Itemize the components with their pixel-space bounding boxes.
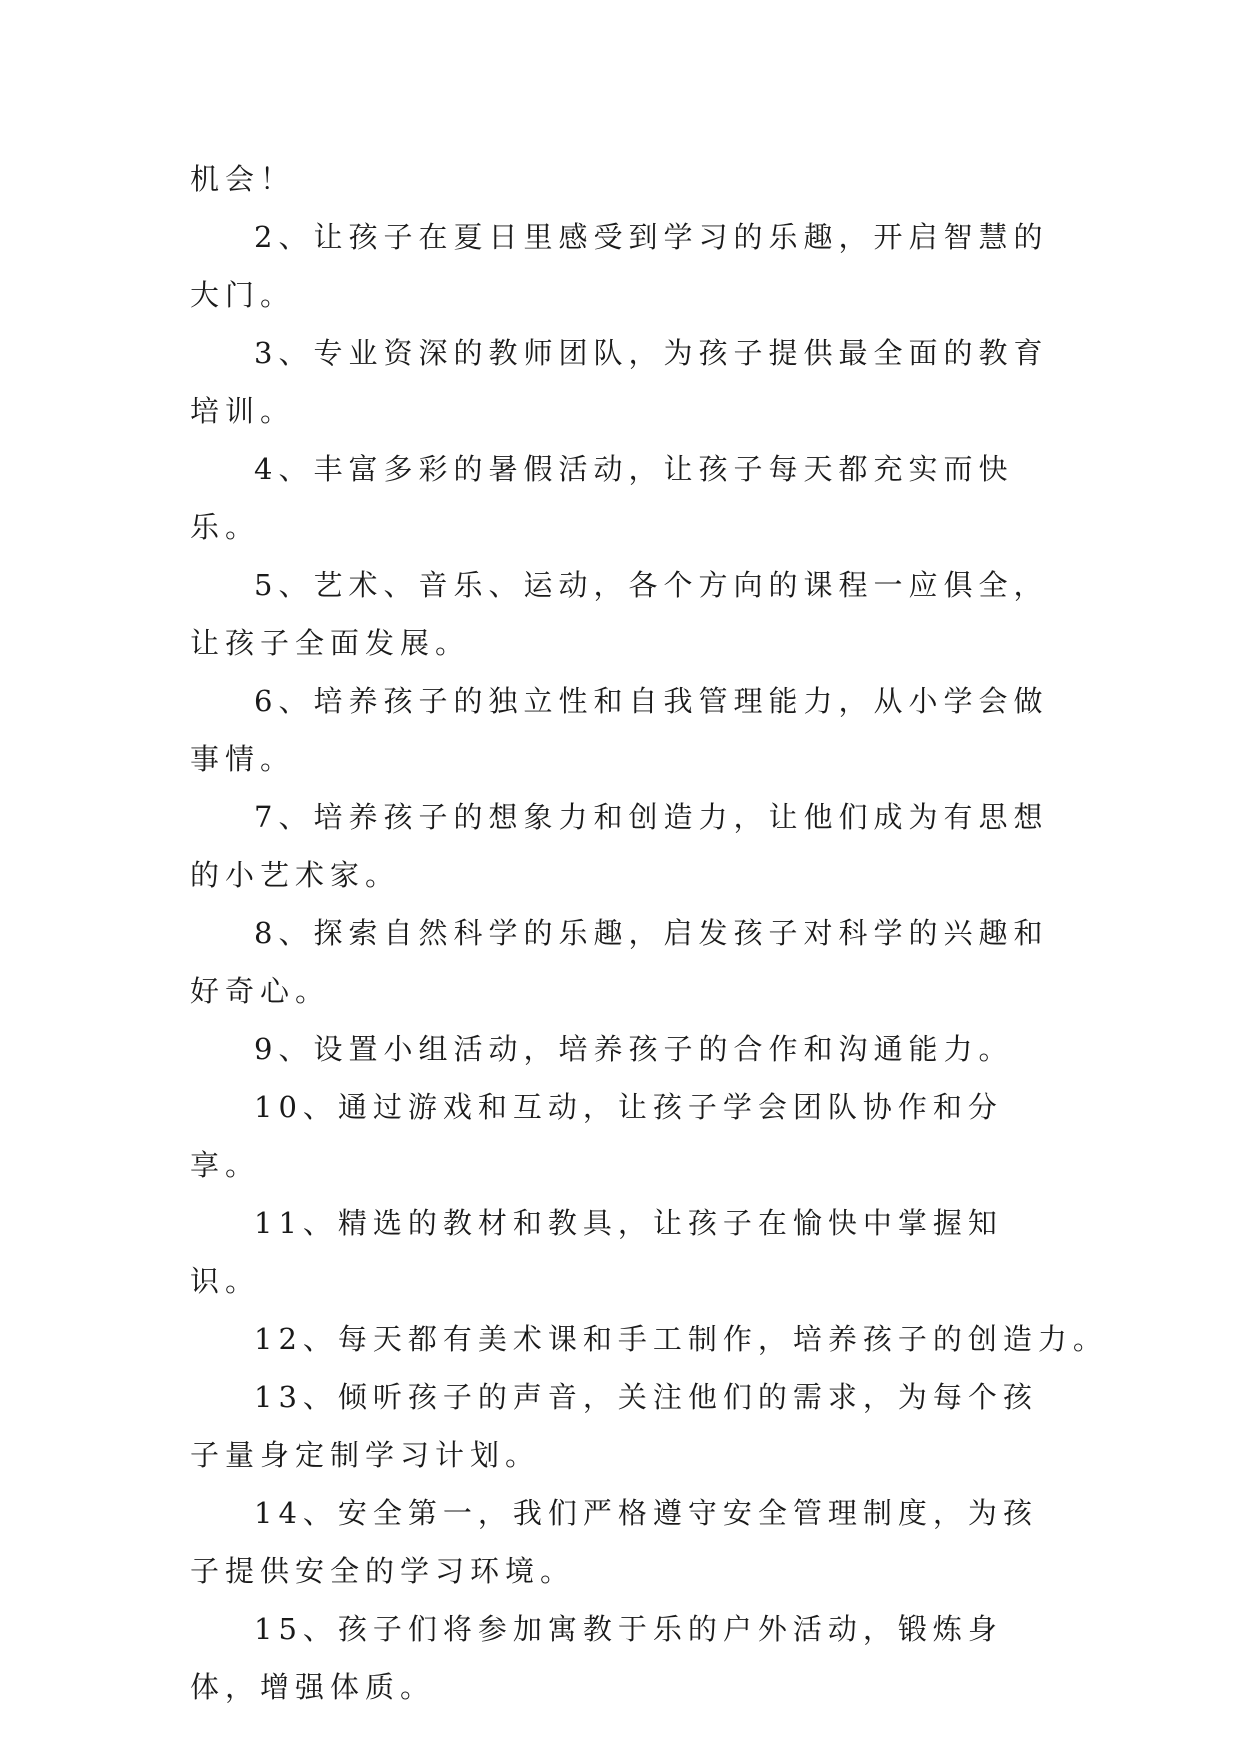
- list-item-13: 13、倾听孩子的声音，关注他们的需求，为每个孩子量身定制学习计划。: [190, 1380, 1038, 1472]
- list-item-12: 12、每天都有美术课和手工制作，培养孩子的创造力。: [254, 1322, 1108, 1356]
- list-item-10: 10、通过游戏和互动，让孩子学会团队协作和分享。: [190, 1090, 1003, 1182]
- list-item-5: 5、艺术、音乐、运动，各个方向的课程一应俱全，让孩子全面发展。: [190, 568, 1049, 660]
- list-item-14: 14、安全第一，我们严格遵守安全管理制度，为孩子提供安全的学习环境。: [190, 1496, 1038, 1588]
- list-item-6: 6、培养孩子的独立性和自我管理能力，从小学会做事情。: [190, 684, 1049, 776]
- list-item-7: 7、培养孩子的想象力和创造力，让他们成为有思想的小艺术家。: [190, 800, 1049, 892]
- list-item-8: 8、探索自然科学的乐趣，启发孩子对科学的兴趣和好奇心。: [190, 916, 1049, 1008]
- list-item-15: 15、孩子们将参加寓教于乐的户外活动，锻炼身体，增强体质。: [190, 1612, 1003, 1704]
- list-item-11: 11、精选的教材和教具，让孩子在愉快中掌握知识。: [190, 1206, 1003, 1298]
- list-item-3: 3、专业资深的教师团队，为孩子提供最全面的教育培训。: [190, 336, 1049, 428]
- list-item-4: 4、丰富多彩的暑假活动，让孩子每天都充实而快乐。: [190, 452, 1014, 544]
- paragraph-continuation: 机会！: [190, 162, 296, 196]
- list-item-9: 9、设置小组活动，培养孩子的合作和沟通能力。: [254, 1032, 1014, 1066]
- list-item-2: 2、让孩子在夏日里感受到学习的乐趣，开启智慧的大门。: [190, 220, 1049, 312]
- document-body: [190, 150, 1108, 1716]
